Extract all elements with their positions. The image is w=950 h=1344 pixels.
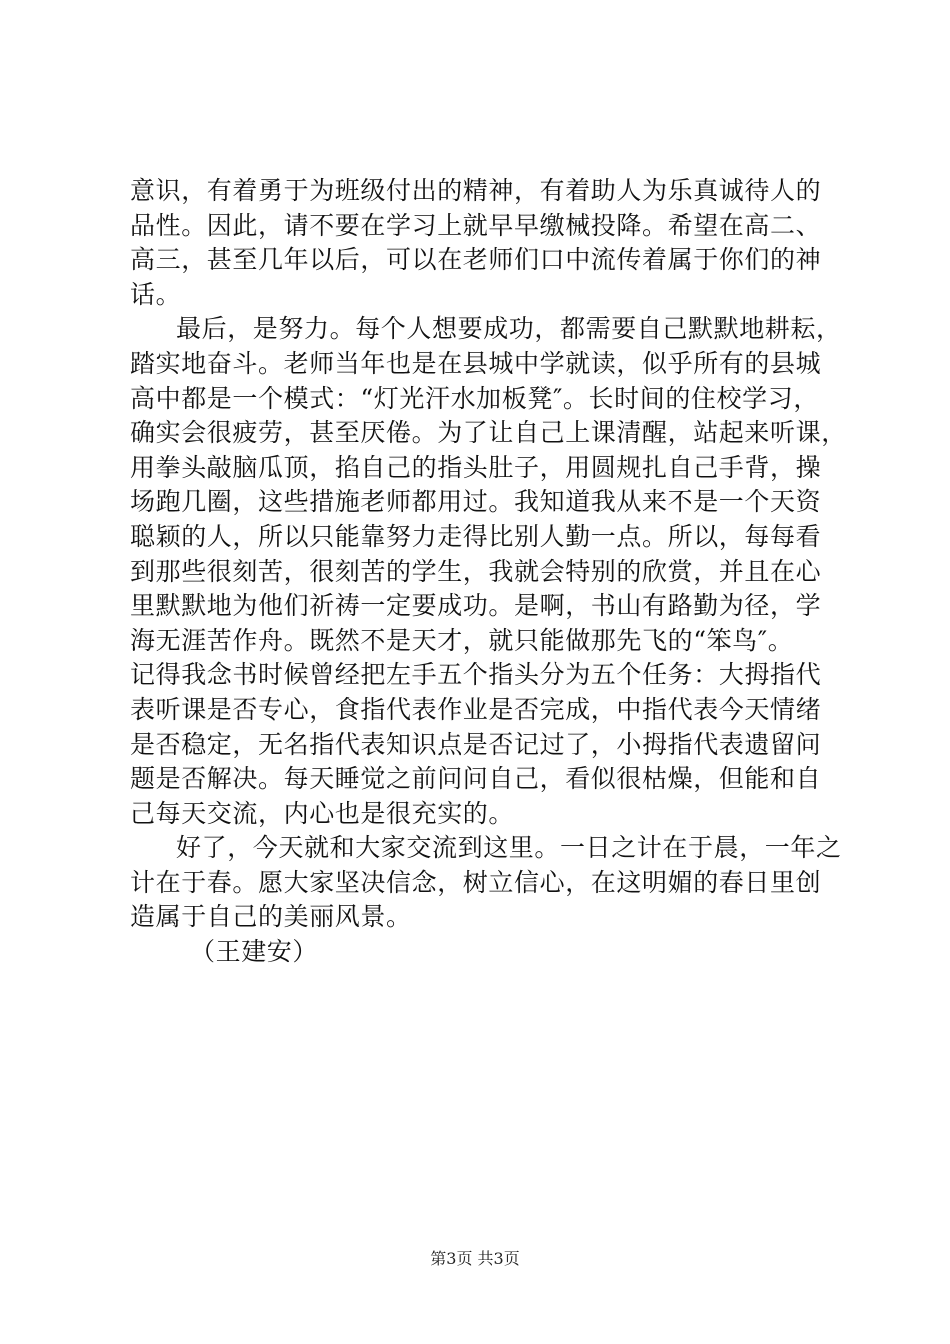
- text-line: 到那些很刻苦，很刻苦的学生，我就会特别的欣赏，并且在心: [130, 556, 822, 586]
- text-line: 表听课是否专心，食指代表作业是否完成，中指代表今天情绪: [130, 694, 822, 724]
- text-line: 踏实地奋斗。老师当年也是在县城中学就读，似乎所有的县城: [130, 348, 822, 378]
- text-line: 记得我念书时候曾经把左手五个指头分为五个任务：大拇指代: [130, 660, 822, 690]
- text-line: 造属于自己的美丽风景。: [130, 902, 412, 932]
- text-line: 聪颖的人，所以只能靠努力走得比别人勤一点。所以，每每看: [130, 521, 822, 551]
- text-line: 己每天交流，内心也是很充实的。: [130, 798, 515, 828]
- text-line: 高中都是一个模式：“灯光汗水加板凳″。长时间的住校学习，: [130, 383, 819, 413]
- text-line: 高三，甚至几年以后，可以在老师们口中流传着属于你们的神: [130, 245, 822, 275]
- text-line: 意识，有着勇于为班级付出的精神，有着助人为乐真诚待人的: [130, 176, 822, 205]
- paragraph-start-line: 最后，是努力。每个人想要成功，都需要自己默默地耕耘，: [176, 314, 842, 344]
- author-signature: （王建安）: [190, 937, 319, 967]
- text-line: 品性。因此，请不要在学习上就早早缴械投降。希望在高二、: [130, 210, 822, 240]
- text-line: 用拳头敲脑瓜顶，掐自己的指头肚子，用圆规扎自己手背，操: [130, 452, 822, 482]
- body-text: [130, 174, 847, 970]
- paragraph-start-line: 好了，今天就和大家交流到这里。一日之计在于晨，一年之: [176, 833, 842, 863]
- text-line: 是否稳定，无名指代表知识点是否记过了，小拇指代表遗留问: [130, 729, 822, 759]
- page-footer: [0, 1246, 950, 1269]
- text-line: 确实会很疲劳，甚至厌倦。为了让自己上课清醒，站起来听课，: [130, 418, 847, 448]
- text-line: 海无涯苦作舟。既然不是天才，就只能做那先飞的“笨鸟″。: [130, 625, 794, 655]
- page-number-label: 第3页 共3页: [430, 1249, 520, 1268]
- text-line: 里默默地为他们祈祷一定要成功。是啊，书山有路勤为径，学: [130, 591, 822, 621]
- text-line: 场跑几圈，这些措施老师都用过。我知道我从来不是一个天资: [130, 487, 822, 517]
- text-line: 计在于春。愿大家坚决信念，树立信心，在这明媚的春日里创: [130, 867, 822, 897]
- text-line: 题是否解决。每天睡觉之前问问自己，看似很枯燥，但能和自: [130, 764, 822, 794]
- text-line: 话。: [130, 279, 182, 309]
